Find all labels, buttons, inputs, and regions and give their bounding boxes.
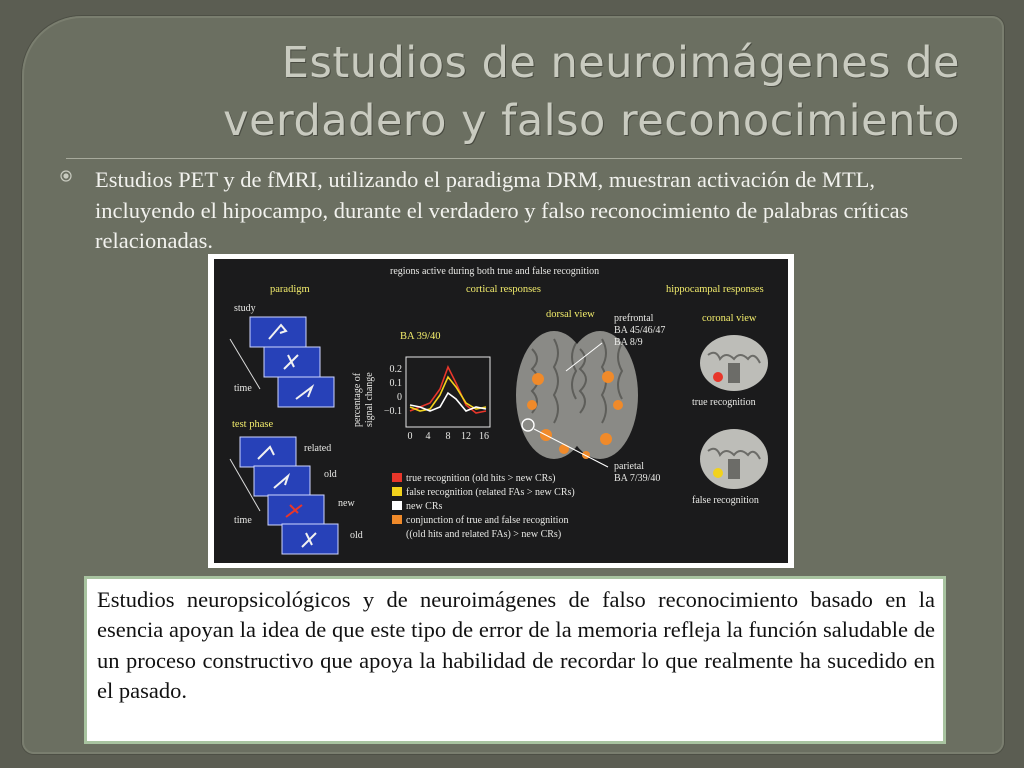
y-tick-label: 0.1 [389,378,402,389]
x-tick-label: 0 [407,431,413,442]
slide-title [90,34,960,150]
x-tick-label: 4 [425,431,431,442]
title-line-2: verdadero y falso reconocimiento [223,96,960,146]
study-label: study [234,303,256,314]
false-recognition-label: false recognition [692,495,759,506]
legend-label: ((old hits and related FAs) > new CRs) [406,529,562,540]
legend-label: false recognition (related FAs > new CRs) [406,487,575,498]
brain-figure [208,254,794,568]
paradigm-heading: paradigm [270,284,310,295]
figure-legend [392,473,575,540]
related-label: related [304,443,332,454]
old-label-2: old [350,530,363,541]
coronal-brain-top [700,335,768,391]
graph-y-ticks [384,364,402,417]
ba89-label: BA 8/9 [614,337,643,348]
legend-swatch [392,515,402,524]
test-cards [230,437,338,554]
bullet-text: Estudios PET y de fMRI, utilizando el paradigma DRM, muestran activación de MTL, incluyendo el hipocampo, durante el verdadero y falso reconocimiento de palabras críticas relacionadas. [95,167,909,253]
x-tick-label: 16 [479,431,489,442]
coronal-view-label: coronal view [702,313,757,324]
figure-svg [214,259,788,563]
legend-swatch [392,487,402,496]
legend-swatch [392,473,402,482]
summary-text: Estudios neuropsicológicos y de neuroimágenes de falso reconocimiento basado en la esencia apoyan la idea de que este tipo de error de la memoria refleja la función saludable de un proceso constructivo que apoya la habilidad de recordar lo que realmente ha sucedido en el pasado. [97,587,935,704]
legend-label: conjunction of true and false recognition [406,515,569,526]
graph-x-ticks [408,431,490,442]
ba454647-label: BA 45/46/47 [614,325,666,336]
bullet-icon [60,170,72,182]
cortical-heading: cortical responses [466,284,541,295]
dorsal-brain-image [516,331,638,467]
legend-label: true recognition (old hits > new CRs) [406,473,556,484]
title-line-1: Estudios de neuroimágenes de [281,38,960,88]
true-recognition-label: true recognition [692,397,756,408]
time-label-test: time [234,515,252,526]
title-divider [66,158,962,159]
old-label-1: old [324,469,337,480]
summary-box [84,576,946,744]
figure-top-title: regions active during both true and false recognition [390,266,600,277]
figure-panel [214,259,788,563]
test-phase-label: test phase [232,419,274,430]
x-tick-label: 8 [445,431,451,442]
prefrontal-label: prefrontal [614,313,654,324]
coronal-brain-bottom [700,429,768,489]
ba7-label: BA 7/39/40 [614,473,661,484]
x-tick-label: 12 [461,431,471,442]
ylabel-2: signal change [364,372,375,427]
ylabel-1: percentage of [352,372,363,427]
hippocampal-heading: hippocampal responses [666,284,764,295]
y-tick-label: −0.1 [383,406,402,417]
legend-label: new CRs [406,501,443,512]
y-tick-label: 0.2 [389,364,402,375]
time-label-study: time [234,383,252,394]
graph-lines [410,367,486,413]
ba3940-label: BA 39/40 [400,331,441,342]
graph-series-line [410,367,486,413]
y-tick-label: 0 [397,392,402,403]
legend-swatch [392,501,402,510]
new-label: new [338,498,355,509]
graph-series-line [410,393,486,411]
dorsal-view-label: dorsal view [546,309,595,320]
parietal-label: parietal [614,461,644,472]
